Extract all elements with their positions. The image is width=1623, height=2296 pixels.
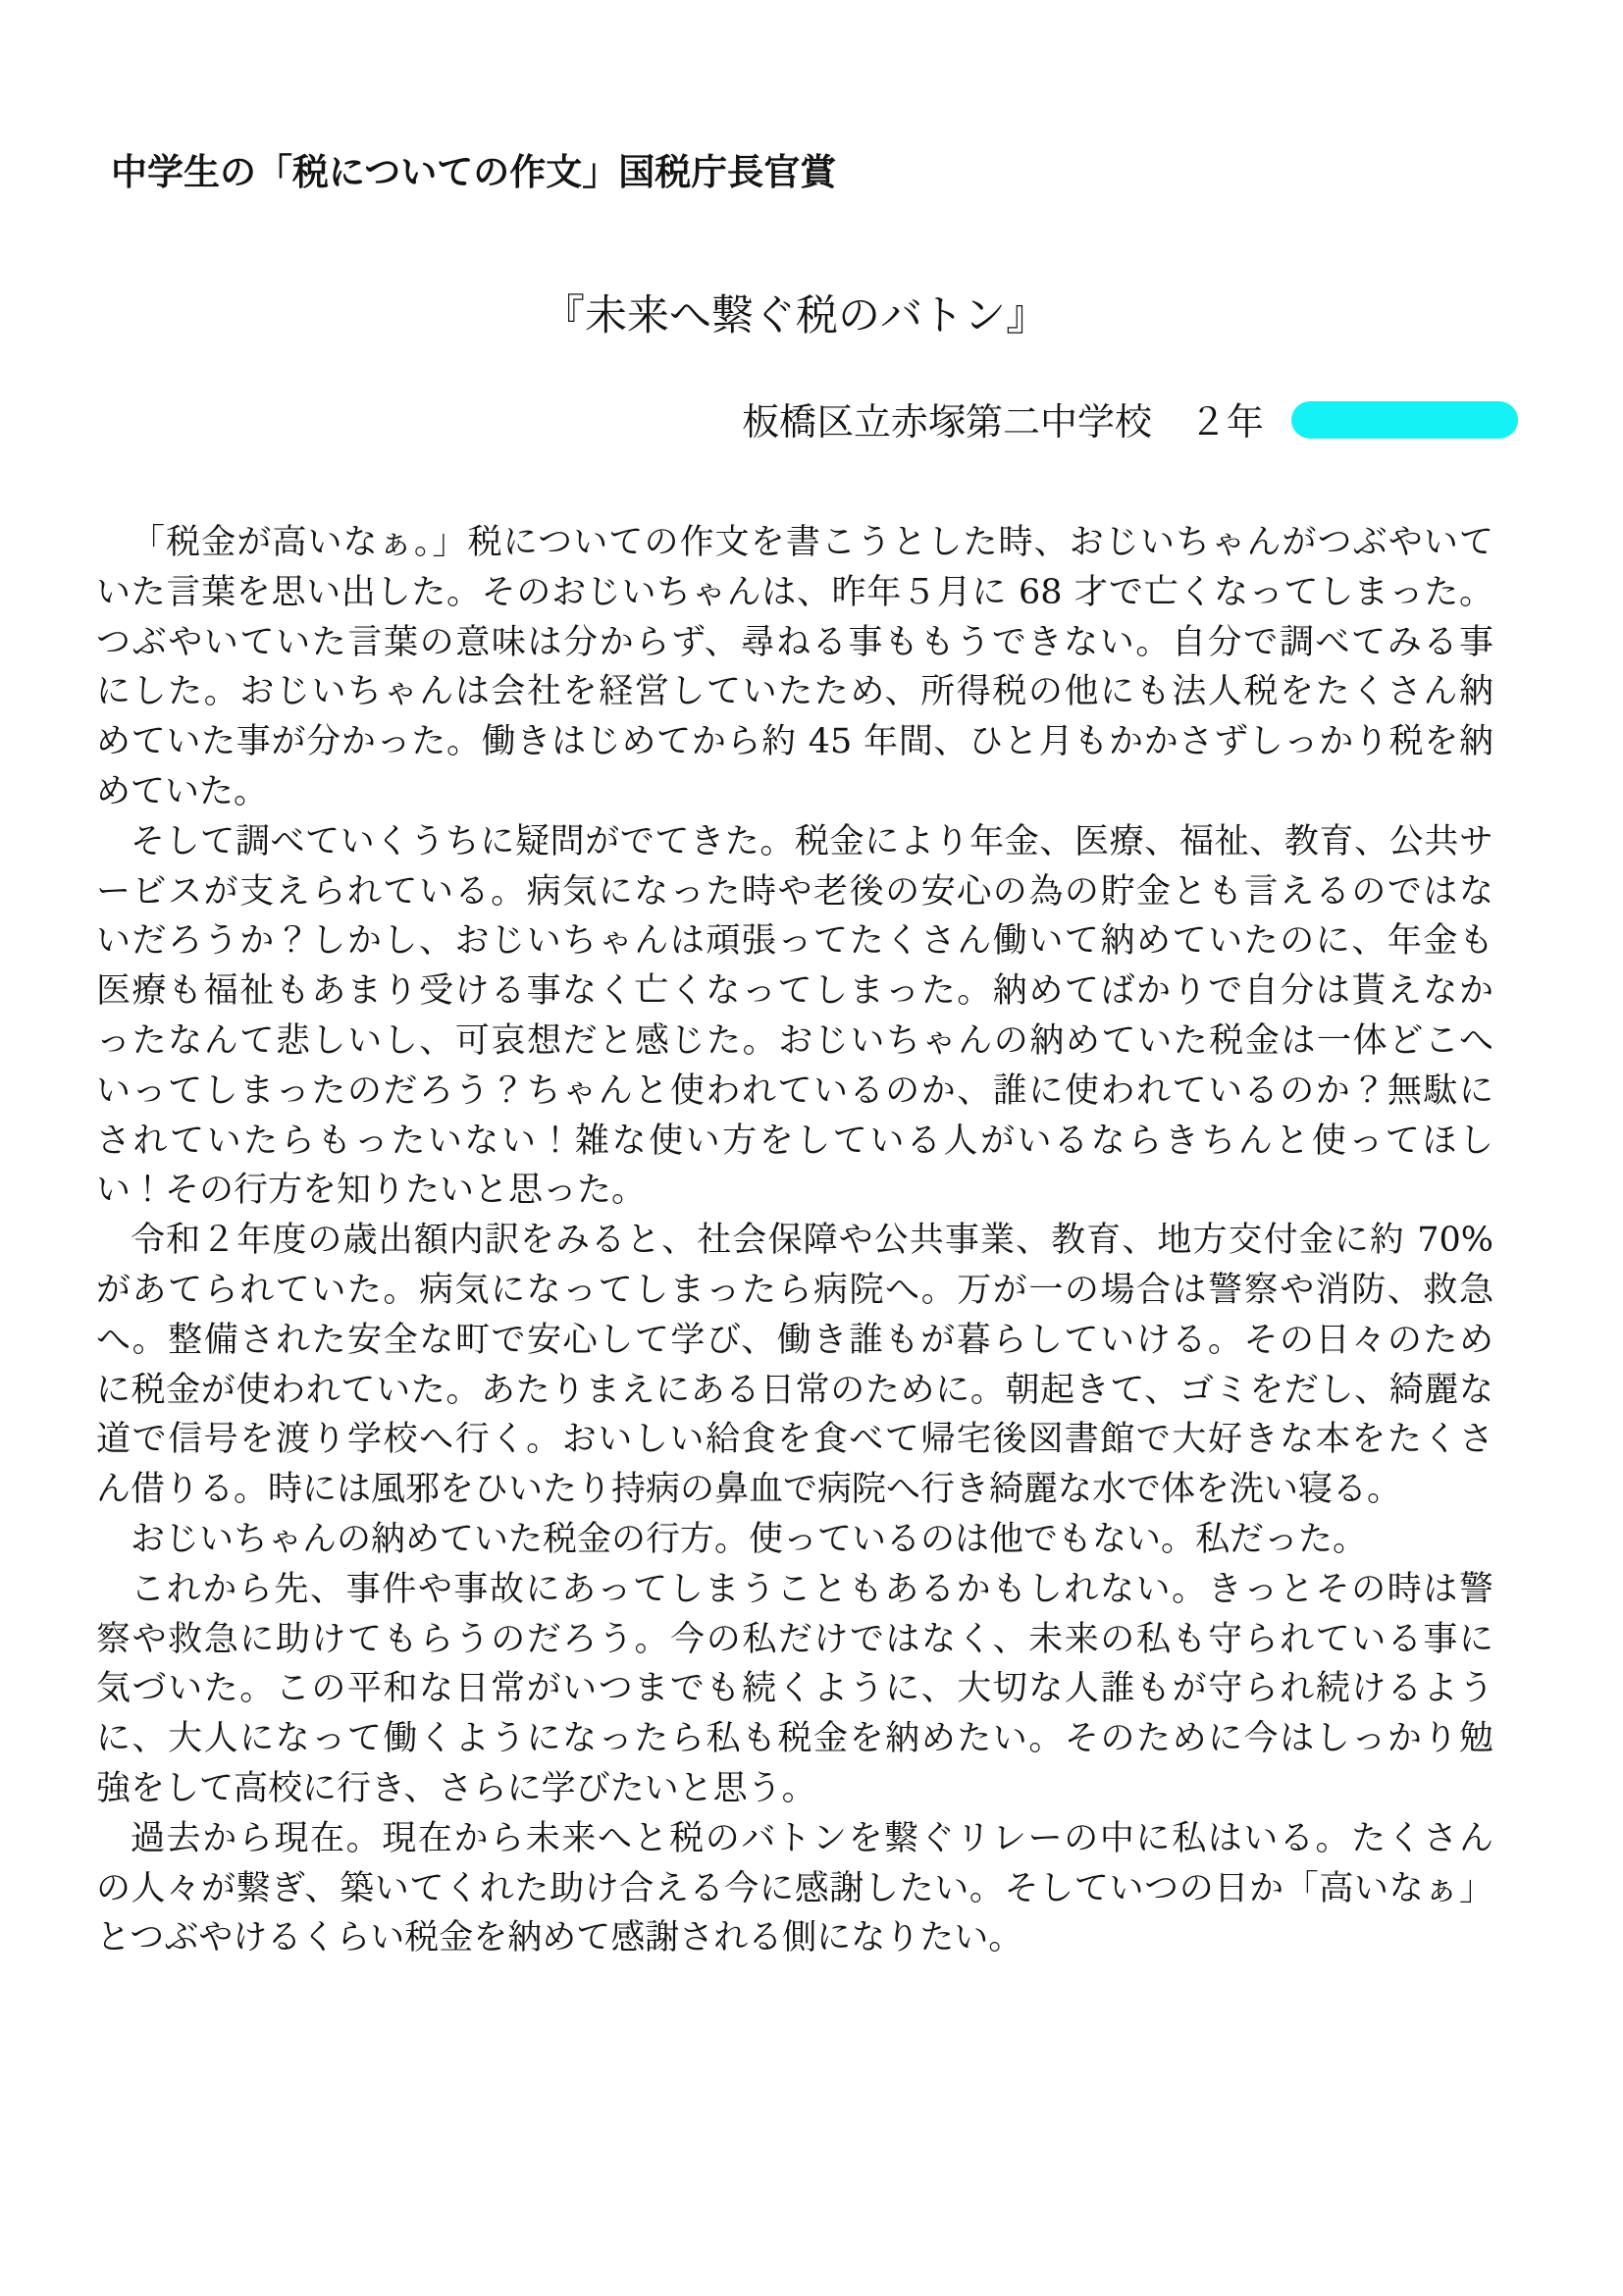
body-line: ん借りる。時には風邪をひいたり持病の鼻血で病院へ行き綺麗な水で体を洗い寝る。 <box>96 1470 1402 1510</box>
paragraph <box>96 817 1493 1216</box>
essay-title: 『未来へ繋ぐ税のバトン』 <box>543 291 1049 340</box>
author-school: 板橋区立赤塚第二中学校 ２年 <box>742 400 1265 444</box>
paragraph <box>96 518 1493 817</box>
redaction-bar <box>1291 401 1518 439</box>
paragraph <box>96 1814 1493 1963</box>
body-line: めていた事が分かった。働きはじめてから約 45 年間、ひと月もかかさずしっかり税を納 <box>96 722 1493 762</box>
body-line: ったなんて悲しいし、可哀想だと感じた。おじいちゃんの納めていた税金は一体どこへ <box>96 1020 1493 1061</box>
body-line: 察や救急に助けてもらうのだろう。今の私だけではなく、未来の私も守られている事に <box>96 1619 1493 1659</box>
body-line: 気づいた。この平和な日常がいつまでも続くように、大切な人誰もが守られ続けるよう <box>96 1669 1493 1709</box>
body-line: の人々が繋ぎ、築いてくれた助け合える今に感謝したい。そしていつの日か「高いなぁ」 <box>96 1868 1493 1908</box>
body-line: とつぶやけるくらい税金を納めて感謝される側になりたい。 <box>96 1918 1023 1958</box>
body-line: いた言葉を思い出した。そのおじいちゃんは、昨年５月に 68 才で亡くなってしまった。 <box>96 572 1493 612</box>
body-line: に税金が使われていた。あたりまえにある日常のために。朝起きて、ゴミをだし、綺麗な <box>96 1370 1493 1410</box>
body-line: そして調べていくうちに疑問がでてきた。税金により年金、医療、福祉、教育、公共サ <box>131 821 1493 861</box>
paragraph <box>96 1216 1493 1515</box>
body-line: い！その行方を知りたいと思った。 <box>96 1171 647 1211</box>
paragraph <box>96 1565 1493 1814</box>
body-line: おじいちゃんの納めていた税金の行方。使っているのは他でもない。私だった。 <box>131 1519 1368 1559</box>
body-line: つぶやいていた言葉の意味は分からず、尋ねる事ももうできない。自分で調べてみる事 <box>96 622 1493 662</box>
body-line: 道で信号を渡り学校へ行く。おいしい給食を食べて帰宅後図書館で大好きな本をたくさ <box>96 1420 1493 1460</box>
body-line: ービスが支えられている。病気になった時や老後の安心の為の貯金とも言えるのではな <box>96 871 1493 912</box>
body-line: 令和２年度の歳出額内訳をみると、社会保障や公共事業、教育、地方交付金に約 70% <box>131 1221 1493 1261</box>
body-line: があてられていた。病気になってしまったら病院へ。万が一の場合は警察や消防、救急 <box>96 1270 1493 1310</box>
body-line: いだろうか？しかし、おじいちゃんは頑張ってたくさん働いて納めていたのに、年金も <box>96 921 1493 962</box>
body-line: にした。おじいちゃんは会社を経営していたため、所得税の他にも法人税をたくさん納 <box>96 672 1493 712</box>
body-line: されていたらもったいない！雑な使い方をしている人がいるならきちんと使ってほし <box>96 1121 1493 1161</box>
body-line: 強をして高校に行き、さらに学びたいと思う。 <box>96 1768 816 1808</box>
award-header: 中学生の「税についての作文」国税庁長官賞 <box>111 151 837 193</box>
body-line: へ。整備された安全な町で安心して学び、働き誰もが暮らしていける。その日々のため <box>96 1320 1493 1360</box>
essay-body <box>96 518 1493 1963</box>
paragraph <box>96 1515 1493 1565</box>
body-line: に、大人になって働くようになったら私も税金を納めたい。そのために今はしっかり勉 <box>96 1719 1493 1759</box>
body-line: いってしまったのだろう？ちゃんと使われているのか、誰に使われているのか？無駄に <box>96 1070 1493 1111</box>
body-line: 「税金が高いなぁ。」税についての作文を書こうとした時、おじいちゃんがつぶやいて <box>131 523 1493 562</box>
body-line: 医療も福祉もあまり受ける事なく亡くなってしまった。納めてばかりで自分は貰えなか <box>96 971 1493 1012</box>
body-line: めていた。 <box>96 771 269 811</box>
body-line: これから先、事件や事故にあってしまうこともあるかもしれない。きっとその時は警 <box>131 1569 1493 1609</box>
body-line: 過去から現在。現在から未来へと税のバトンを繋ぐリレーの中に私はいる。たくさん <box>131 1818 1493 1858</box>
